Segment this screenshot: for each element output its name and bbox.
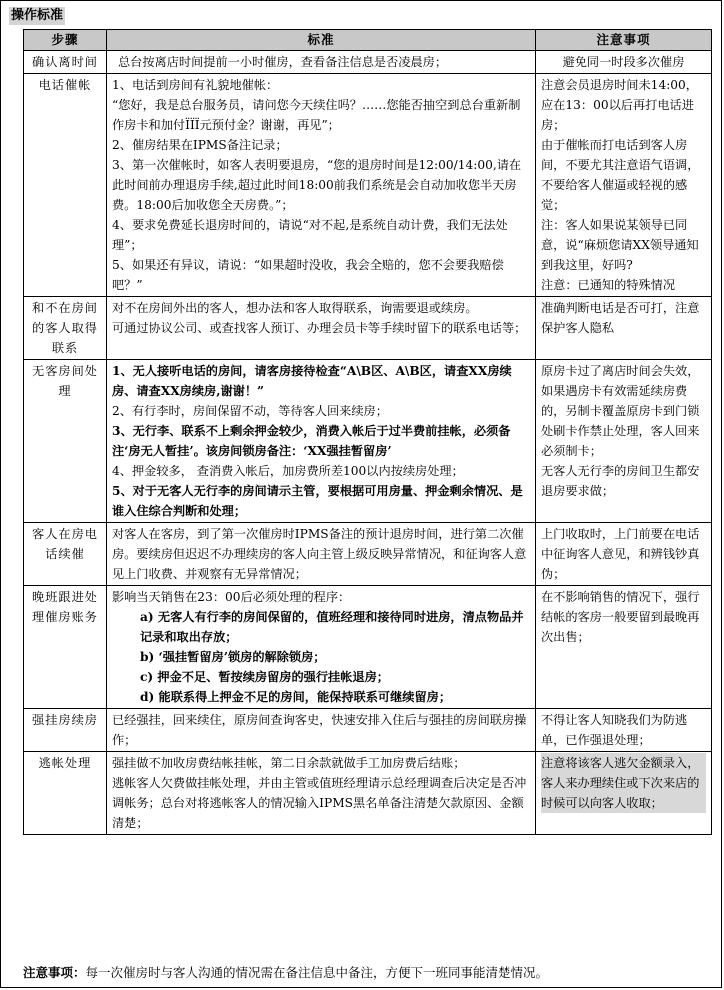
footer-label: 注意事项： [23, 965, 86, 980]
standard-text: 可通过协议公司、或查找客人预订、办理会员卡等手续时留下的联系电话等； [112, 321, 527, 335]
step-cell: 强挂房续房 [24, 709, 107, 752]
footer-note [23, 963, 711, 983]
standard-cell [107, 523, 536, 586]
notes-text: 注意：已通知的特殊情况 [541, 278, 676, 292]
header-notes: 注意事项 [536, 30, 712, 51]
step-cell: 和不在房间的客人取得联系 [24, 297, 107, 360]
standard-text: 3、无行李、联系不上剩余押金较少，消费入帐后于过半费前挂帐，必须备注‘房无人暂挂’。该房间锁房备注：‘XX强挂暂留房’ [112, 424, 511, 458]
notes-text: 避免同一时段多次催房 [562, 55, 685, 69]
step-cell: 逃帐处理 [24, 752, 107, 835]
standard-cell [107, 360, 536, 523]
footer-text: 每一次催房时与客人沟通的情况需在备注信息中备注，方便下一班同事能清楚情况。 [85, 965, 549, 980]
notes-cell [536, 752, 712, 835]
standard-cell [107, 586, 536, 709]
standard-text: 3、第一次催帐时，如客人表明要退房，“您的退房时间是12:00/14:00,请在此时间前办理退房手续,超过此时间18:00前我们系统是会自动加收您半天房费。18:00后加收您全天房费。”； [112, 158, 522, 212]
step-cell: 无客房间处理 [24, 360, 107, 523]
table-row [24, 297, 712, 360]
step-cell: 客人在房电话续催 [24, 523, 107, 586]
header-row [24, 30, 712, 51]
notes-cell [536, 297, 712, 360]
standard-text: d) 能联系得上押金不足的房间，能保持联系可继续留房； [140, 690, 452, 704]
notes-text: 由于催帐而打电话到客人房间，不要尤其注意语气语调，不要给客人催逼或轻视的感觉； [541, 138, 700, 212]
table-row [24, 523, 712, 586]
standard-text: 对客人在客房，到了第一次催房时IPMS备注的预计退房时间，进行第二次催房。要续房但迟迟不办理续房的客人向主管上级反映异常情况，和征询客人意见上门收费、并观察有无异常情况； [112, 527, 527, 581]
table-row [24, 709, 712, 752]
standard-cell [107, 74, 536, 297]
standard-text: 已经强挂，回来续住，原房间查询客史，快速安排入住后与强挂的房间联房操作； [112, 713, 527, 747]
standard-cell [107, 709, 536, 752]
notes-text: 注意会员退房时间未14:00，应在13：00以后再打电话进房； [541, 78, 698, 132]
step-cell: 电话催帐 [24, 74, 107, 297]
standard-text: 1、无人接听电话的房间，请客房接待检查“A\B区、A\B区，请查XX房续房、请查XX房续房,谢谢！” [112, 364, 512, 398]
header-step: 步骤 [24, 30, 107, 51]
notes-cell [536, 709, 712, 752]
section-title: 操作标准 [11, 8, 64, 23]
standard-cell [107, 297, 536, 360]
notes-text: 在不影响销售的情况下，强行结帐的客房一般要留到最晚再次出售； [541, 590, 700, 644]
notes-cell [536, 74, 712, 297]
notes-text: 注意将该客人逃欠金额录入，客人来办理续住或下次来店的时候可以向客人收取； [541, 753, 706, 813]
table-row [24, 586, 712, 709]
table-row [24, 360, 712, 523]
notes-cell [536, 523, 712, 586]
step-cell: 晚班跟进处理催房账务 [24, 586, 107, 709]
standard-text: 4、要求免费延长退房时间的，请说“对不起,是系统自动计费，我们无法处理”； [112, 218, 508, 252]
standard-text: a) 无客人有行李的房间保留的，值班经理和接待同时进房，清点物品并记录和取出存放； [140, 610, 524, 644]
standard-text: 4、押金较多， 查消费入帐后，加房费所差100以内按续房处理； [112, 464, 464, 478]
standard-text: b) ‘强挂暂留房’锁房的解除锁房； [140, 650, 326, 664]
notes-text: 注：客人如果说某领导已同意，说“麻烦您请XX领导通知到我这里，好吗? [541, 218, 699, 272]
standard-text: 2、有行李时，房间保留不动，等待客人回来续房； [112, 404, 388, 418]
notes-text: 原房卡过了离店时间会失效，如果遇房卡有效需延续房费的，另制卡覆盖原房卡到门锁处刷卡作禁止处理，客人回来必须制卡； [541, 364, 700, 458]
standard-text: 5、对于无客人无行李的房间请示主管，要根据可用房量、押金剩余情况、是谁入住综合判断和处理； [112, 484, 523, 518]
standard-text: 强挂做不加收房费结帐挂帐，第二日余款就做手工加房费后结账； [112, 756, 466, 770]
standard-text: “您好，我是总台服务员，请问您今天续住吗？……您能否抽空到总台重新制作房卡和加付ÏÏÏ元预付金？谢谢，再见”； [112, 98, 521, 132]
standards-table [23, 29, 712, 835]
notes-text: 不得让客人知晓我们为防逃单，已作强退处理； [541, 713, 688, 747]
step-cell: 确认离时间 [24, 51, 107, 74]
table-row [24, 752, 712, 835]
standard-text: 总台按离店时间提前一小时催房，查看备注信息是否凌晨房； [118, 55, 448, 69]
standard-text: 逃帐客人欠费做挂帐处理，并由主管或值班经理请示总经理调查后决定是否冲调帐务；总台对将逃帐客人的情况输入IPMS黑名单备注清楚欠款原因、金额清楚； [112, 776, 527, 830]
notes-text: 准确判断电话是否可打，注意保护客人隐私 [541, 301, 700, 335]
notes-text: 上门收取时，上门前要在电话中征询客人意见，和辨钱钞真伪； [541, 527, 700, 581]
standard-text: 对不在房间外出的客人，想办法和客人取得联系，询需要退或续房。 [112, 301, 478, 315]
notes-cell [536, 51, 712, 74]
notes-cell [536, 360, 712, 523]
standard-text: 2、催房结果在IPMS备注记录； [112, 138, 288, 152]
header-standard: 标准 [107, 30, 536, 51]
standard-cell [107, 51, 536, 74]
standard-text: c) 押金不足、暂按续房留房的强行挂帐退房； [140, 670, 389, 684]
table-row [24, 51, 712, 74]
table-row [24, 74, 712, 297]
standard-text: 5、如果还有异议，请说：“如果超时没收，我会全赔的，您不会要我赔偿吧？” [112, 258, 504, 292]
standard-text: 1、电话到房间有礼貌地催帐： [112, 78, 279, 92]
notes-text: 无客人无行李的房间卫生都安退房要求做； [541, 464, 700, 498]
standard-text: 影响当天销售在23：00后必须处理的程序： [112, 590, 351, 604]
standard-cell [107, 752, 536, 835]
notes-cell [536, 586, 712, 709]
